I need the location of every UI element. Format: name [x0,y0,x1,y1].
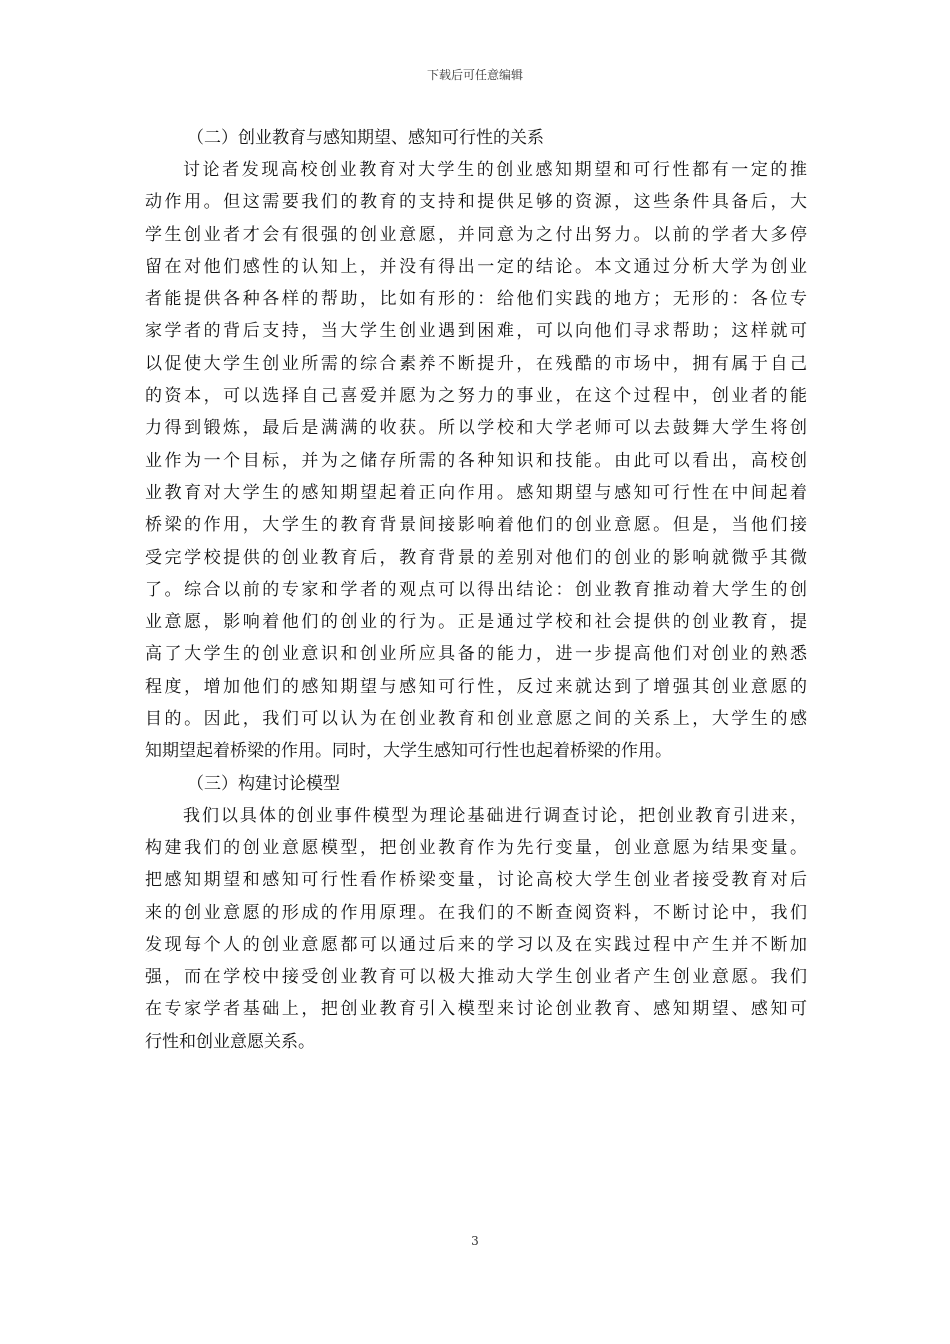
paragraph-line: 学生创业者才会有很强的创业意愿，并同意为之付出努力。以前的学者大多停 [145,224,807,245]
paragraph-line: 目的。因此，我们可以认为在创业教育和创业意愿之间的关系上，大学生的感 [145,709,807,730]
paragraph-line: 者能提供各种各样的帮助，比如有形的：给他们实践的地方；无形的：各位专 [145,289,807,310]
paragraph-line: 程度，增加他们的感知期望与感知可行性，反过来就达到了增强其创业意愿的 [145,676,807,697]
paragraph-line: 来的创业意愿的形成的作用原理。在我们的不断查阅资料，不断讨论中，我们 [145,902,807,923]
paragraph-line: 力得到锻炼，最后是满满的收获。所以学校和大学老师可以去鼓舞大学生将创 [145,418,807,439]
paragraph-line: 行性和创业意愿关系。 [145,1031,315,1052]
paragraph-line: 在专家学者基础上，把创业教育引入模型来讨论创业教育、感知期望、感知可 [145,999,807,1020]
section-heading-3: （三）构建讨论模型 [187,773,340,794]
paragraph-line: 了。综合以前的专家和学者的观点可以得出结论：创业教育推动着大学生的创 [145,579,807,600]
paragraph-line: 动作用。但这需要我们的教育的支持和提供足够的资源，这些条件具备后，大 [145,192,807,213]
paragraph-line: 业作为一个目标，并为之储存所需的各种知识和技能。由此可以看出，高校创 [145,450,807,471]
page-number: 3 [471,1234,479,1248]
paragraph-line: 业意愿，影响着他们的创业的行为。正是通过学校和社会提供的创业教育，提 [145,612,807,633]
paragraph-line: 受完学校提供的创业教育后，教育背景的差别对他们的创业的影响就微乎其微 [145,547,807,568]
paragraph-line: 留在对他们感性的认知上，并没有得出一定的结论。本文通过分析大学为创业 [145,256,807,277]
paragraph-line: 我们以具体的创业事件模型为理论基础进行调查讨论，把创业教育引进来， [183,805,807,826]
section-heading-2: （二）创业教育与感知期望、感知可行性的关系 [187,128,544,148]
paragraph-line: 发现每个人的创业意愿都可以通过后来的学习以及在实践过程中产生并不断加 [145,934,807,955]
paragraph-line: 知期望起着桥梁的作用。同时，大学生感知可行性也起着桥梁的作用。 [145,741,672,762]
section-2-paragraph [145,154,807,768]
section-3-paragraph [145,800,807,1058]
paragraph-line: 业教育对大学生的感知期望起着正向作用。感知期望与感知可行性在中间起着 [145,482,807,503]
paragraph-line: 构建我们的创业意愿模型，把创业教育作为先行变量，创业意愿为结果变量。 [145,837,807,858]
paragraph-line: 的资本，可以选择自己喜爱并愿为之努力的事业，在这个过程中，创业者的能 [145,386,807,407]
paragraph-line: 强，而在学校中接受创业教育可以极大推动大学生创业者产生创业意愿。我们 [145,967,807,988]
paragraph-line: 桥梁的作用，大学生的教育背景间接影响着他们的创业意愿。但是，当他们接 [145,515,807,536]
document-body [145,122,807,1058]
paragraph-line: 讨论者发现高校创业教育对大学生的创业感知期望和可行性都有一定的推 [183,160,807,180]
paragraph-line: 把感知期望和感知可行性看作桥梁变量，讨论高校大学生创业者接受教育对后 [145,870,807,891]
paragraph-line: 家学者的背后支持，当大学生创业遇到困难，可以向他们寻求帮助；这样就可 [145,321,807,342]
paragraph-line: 以促使大学生创业所需的综合素养不断提升，在残酷的市场中，拥有属于自己 [145,353,807,374]
page-header: 下载后可任意编辑 [426,68,523,82]
paragraph-line: 高了大学生的创业意识和创业所应具备的能力，进一步提高他们对创业的熟悉 [145,644,807,665]
